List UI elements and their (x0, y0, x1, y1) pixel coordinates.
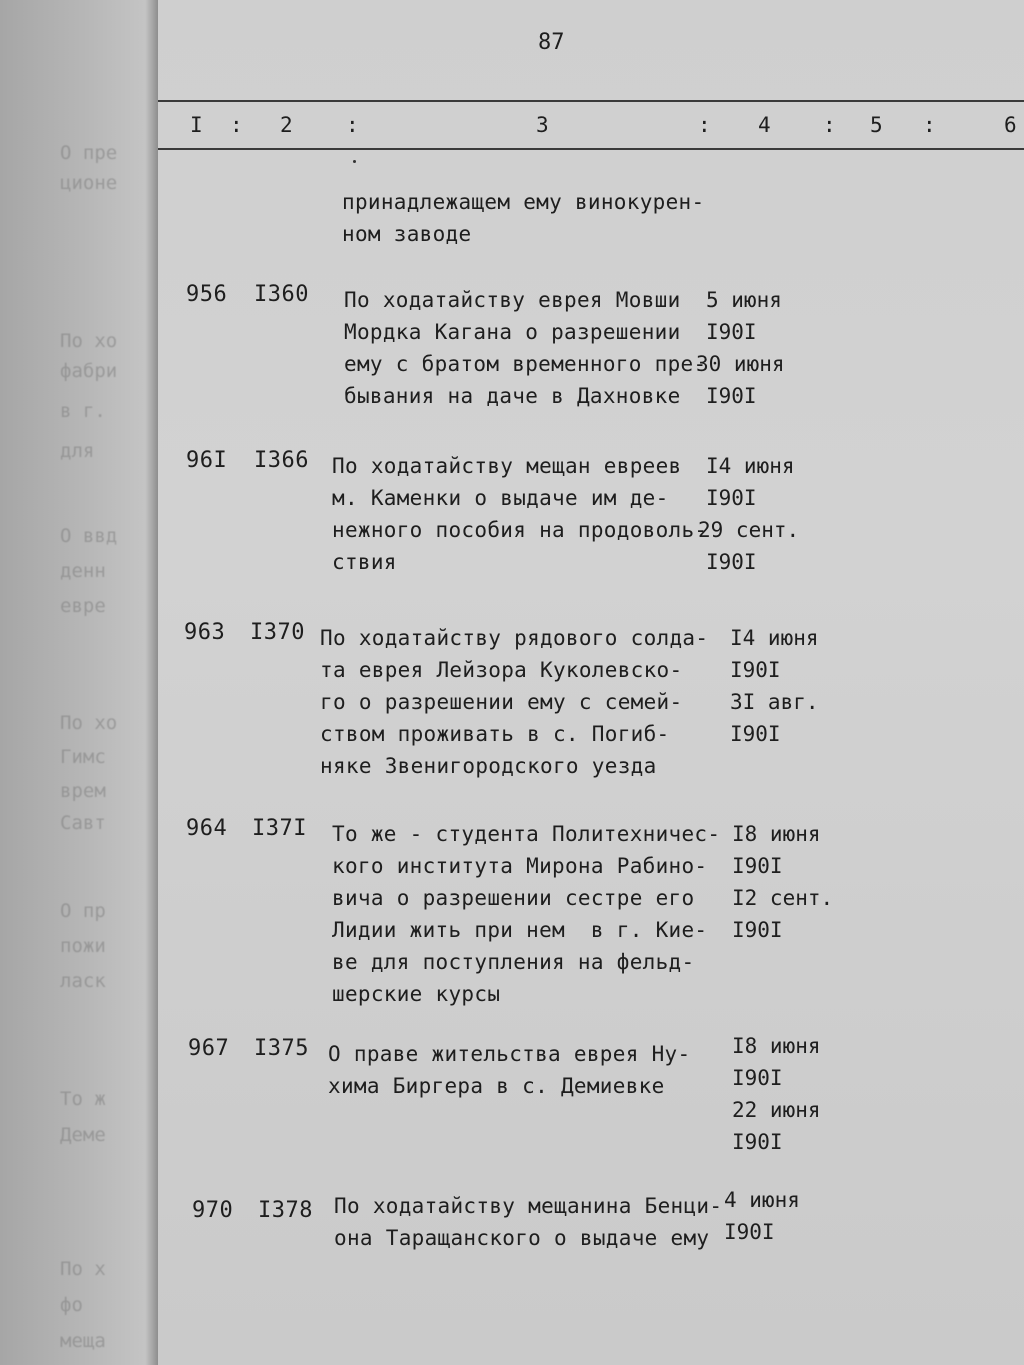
date-line: I90I (706, 550, 757, 574)
bleed-through-text: По хо (60, 712, 118, 734)
header-bottom-rule (158, 148, 1024, 150)
date-line: I90I (732, 1130, 783, 1154)
stray-dot (353, 160, 356, 163)
date-line: I4 июня (706, 454, 795, 478)
text-line: няке Звенигородского уезда (320, 754, 657, 778)
date-line: I8 июня (732, 822, 821, 846)
date-line: I90I (706, 320, 757, 344)
bleed-through-text: меща (60, 1330, 106, 1352)
bleed-through-text: Деме (60, 1124, 106, 1146)
text-line: Лидии жить при нем в г. Кие- (332, 918, 708, 942)
column-header-4: 4 (758, 113, 771, 137)
entry-number: 967 (188, 1036, 230, 1061)
entry-description (320, 622, 708, 782)
date-line: I90I (706, 384, 757, 408)
date-line: 22 июня (732, 1098, 821, 1122)
column-header-separator: : (923, 113, 936, 137)
bleed-through-text: О пр (60, 900, 106, 922)
entry-dates (724, 1184, 800, 1248)
text-line: По ходатайству мещан евреев (332, 454, 682, 478)
column-header-5: 5 (870, 113, 883, 137)
bleed-through-text: Савт (60, 812, 106, 834)
bleed-through-text: фо (60, 1294, 83, 1316)
column-header-separator: : (698, 113, 711, 137)
text-line: кого института Мирона Рабино- (332, 854, 708, 878)
bleed-through-text: евре (60, 595, 106, 617)
text-line: м. Каменки о выдаче им де- (332, 486, 669, 510)
text-line: О праве жительства еврея Ну- (328, 1042, 691, 1066)
text-line: хима Биргера в с. Демиевке (328, 1074, 665, 1098)
bleed-through-text: денн (60, 560, 106, 582)
bleed-through-text: фабри (60, 360, 118, 382)
date-line: 30 июня (696, 352, 785, 376)
entry-dates (730, 622, 819, 750)
entry-number: 956 (186, 282, 228, 307)
text-line: ствия (332, 550, 397, 574)
entry-description (344, 284, 706, 412)
bleed-through-text: По х (60, 1258, 106, 1280)
column-header-3: 3 (536, 113, 549, 137)
date-line: I90I (732, 854, 783, 878)
date-line: I4 июня (730, 626, 819, 650)
date-line: 4 июня (724, 1188, 800, 1212)
text-line: ему с братом временного пре- (344, 352, 707, 376)
text-line: принадлежащем ему винокурен- (342, 190, 705, 214)
entry-dates (696, 284, 785, 412)
bleed-through-text: По хо (60, 330, 118, 352)
entry-dates (732, 818, 833, 946)
file-number: I375 (254, 1036, 309, 1061)
left-page-edge (0, 0, 158, 1365)
bleed-through-text: ционе (60, 172, 118, 194)
text-line: ве для поступления на фельд- (332, 950, 695, 974)
bleed-through-text: О пре (60, 142, 118, 164)
continuation-text (342, 186, 704, 250)
entry-description (332, 450, 707, 578)
file-number: I366 (254, 448, 309, 473)
document-page (158, 0, 1024, 1365)
text-line: То же - студента Политехничес- (332, 822, 721, 846)
bleed-through-text: То ж (60, 1088, 106, 1110)
entry-description (332, 818, 720, 1010)
column-header-2: 2 (280, 113, 293, 137)
entry-number: 96I (186, 448, 228, 473)
bleed-through-text: пожи (60, 935, 106, 957)
date-line: I90I (730, 658, 781, 682)
file-number: I370 (250, 620, 305, 645)
text-line: ством проживать в с. Погиб- (320, 722, 670, 746)
header-top-rule (158, 100, 1024, 102)
date-line: I90I (724, 1220, 775, 1244)
text-line: По ходатайству мещанина Бенци- (334, 1194, 723, 1218)
entry-number: 964 (186, 816, 228, 841)
text-line: По ходатайству еврея Мовши (344, 288, 681, 312)
date-line: I8 июня (732, 1034, 821, 1058)
date-line: 5 июня (706, 288, 782, 312)
date-line: 3I авг. (730, 690, 819, 714)
entry-description (328, 1038, 690, 1102)
date-line: I90I (730, 722, 781, 746)
date-line: 29 сент. (698, 518, 800, 542)
column-header-6: 6 (1004, 113, 1017, 137)
text-line: шерские курсы (332, 982, 501, 1006)
bleed-through-text: ласк (60, 970, 106, 992)
file-number: I37I (252, 816, 307, 841)
text-line: она Таращанского о выдаче ему (334, 1226, 710, 1250)
entry-number: 963 (184, 620, 226, 645)
entry-dates (698, 450, 800, 578)
column-header-separator: : (346, 113, 359, 137)
date-line: I2 сент. (732, 886, 834, 910)
entry-dates (732, 1030, 821, 1158)
page-number: 87 (538, 30, 565, 55)
bleed-through-text: врем (60, 780, 106, 802)
column-header-1: I (190, 113, 203, 137)
bleed-through-text: для (60, 440, 95, 462)
column-header-separator: : (230, 113, 243, 137)
text-line: го о разрешении ему с семей- (320, 690, 683, 714)
column-header-separator: : (823, 113, 836, 137)
bleed-through-text: О ввд (60, 525, 118, 547)
bleed-through-text: в г. (60, 400, 106, 422)
text-line: ном заводе (342, 222, 472, 246)
date-line: I90I (732, 918, 783, 942)
text-line: Мордка Кагана о разрешении (344, 320, 681, 344)
date-line: I90I (732, 1066, 783, 1090)
entry-description (334, 1190, 722, 1254)
text-line: По ходатайству рядового солда- (320, 626, 709, 650)
text-line: бывания на даче в Дахновке (344, 384, 681, 408)
text-line: та еврея Лейзора Куколевско- (320, 658, 683, 682)
file-number: I360 (254, 282, 309, 307)
text-line: вича о разрешении сестре его (332, 886, 695, 910)
entry-number: 970 (192, 1198, 234, 1223)
text-line: нежного пособия на продоволь- (332, 518, 708, 542)
file-number: I378 (258, 1198, 313, 1223)
date-line: I90I (706, 486, 757, 510)
bleed-through-text: Гимс (60, 746, 106, 768)
